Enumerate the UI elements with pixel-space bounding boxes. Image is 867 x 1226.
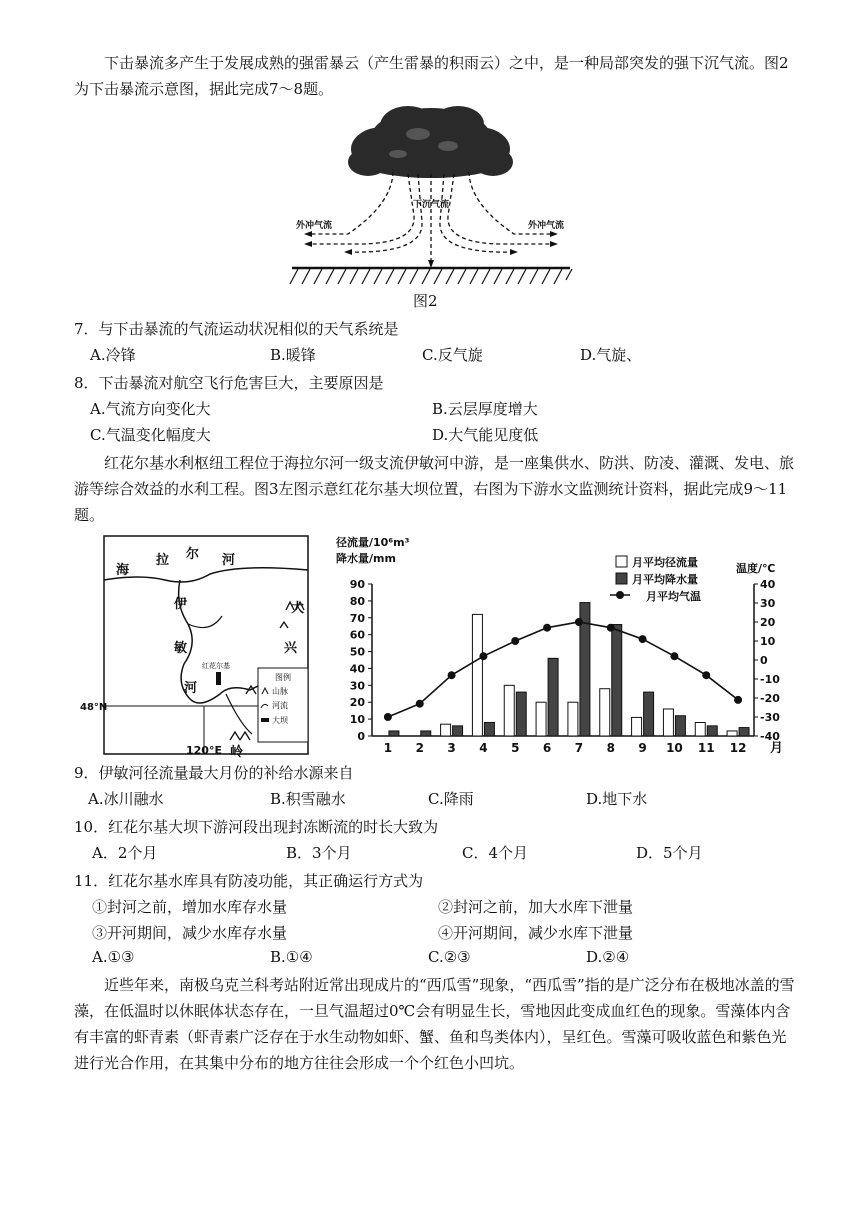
q8-option-a[interactable]: A.气流方向变化大: [90, 400, 211, 418]
right-tick-label: -10: [760, 673, 780, 686]
left-tick-label: 90: [349, 578, 365, 591]
right-tick-label: -30: [760, 711, 780, 724]
map-latitude: 48°N: [80, 702, 108, 713]
bar-precip: [675, 716, 685, 736]
x-tick-label: 8: [606, 741, 615, 755]
map-mountain-char4: 岭: [230, 745, 244, 760]
chart-ylabel-left-2: 降水量/mm: [336, 552, 396, 565]
legend-title: 图例: [275, 673, 291, 682]
bar-runoff: [600, 689, 610, 736]
legend-temp: 月平均气温: [646, 590, 701, 603]
question-9-stem: 9．伊敏河径流量最大月份的补给水源来自: [74, 764, 354, 782]
x-tick-label: 12: [729, 741, 747, 755]
temperature-point: [416, 700, 424, 708]
right-tick-label: 10: [760, 635, 776, 648]
temperature-point: [575, 618, 583, 626]
x-axis-unit: 月: [770, 741, 784, 756]
legend-mountain: 山脉: [272, 687, 288, 696]
left-tick-label: 10: [349, 713, 365, 727]
legend-runoff: 月平均径流量: [632, 556, 698, 569]
bar-precip: [612, 625, 622, 736]
left-tick-label: 70: [349, 611, 365, 625]
bar-runoff: [663, 709, 673, 736]
q11-option-d[interactable]: D.②④: [586, 948, 630, 966]
q11-item-1: ①封河之前，增加水库存水量: [92, 898, 288, 916]
legend-precip: 月平均降水量: [632, 573, 698, 586]
x-tick-label: 6: [542, 741, 552, 755]
q8-option-c[interactable]: C.气温变化幅度大: [90, 426, 211, 444]
bar-precip: [484, 722, 494, 736]
q10-option-c[interactable]: C．4个月: [462, 844, 529, 862]
dam-marker: [216, 672, 221, 685]
intro-paragraph-1: 下击暴流多产生于发展成熟的强雷暴云（产生雷暴的积雨云）之中，是一种局部突发的强下沉气流。图2为下击暴流示意图，据此完成7～8题。: [74, 54, 789, 98]
temperature-point: [734, 696, 742, 704]
left-tick-label: 0: [357, 730, 365, 743]
right-tick-label: 20: [760, 616, 776, 629]
q7-option-c[interactable]: C.反气旋: [422, 346, 483, 364]
right-tick-label: 40: [760, 578, 776, 591]
q9-option-a[interactable]: A.冰川融水: [88, 790, 164, 808]
right-tick-label: 0: [760, 654, 768, 667]
x-tick-label: 2: [415, 741, 424, 755]
map-mountain-char1: 大: [290, 601, 304, 616]
q11-option-c[interactable]: C.②③: [428, 948, 471, 966]
left-tick-label: 80: [349, 594, 365, 608]
map-river1-char1: 海: [116, 563, 130, 578]
chart-ylabel-right: 温度/℃: [736, 562, 776, 575]
x-tick-label: 7: [574, 741, 584, 755]
left-tick-label: 40: [349, 662, 365, 676]
intro-paragraph-2: 红花尔基水利枢纽工程位于海拉尔河一级支流伊敏河中游，是一座集供水、防洪、防凌、灌溉、发电、旅游等综合效益的水利工程。图3左图示意红花尔基大坝位置，右图为下游水文监测统计资料，据此完成9～11题。: [74, 454, 795, 524]
label-outflow-left: 外冲气流: [296, 221, 333, 231]
question-8-stem: 8．下击暴流对航空飞行危害巨大，主要原因是: [74, 374, 384, 392]
right-tick-label: -20: [760, 692, 780, 705]
map-river1-char4: 河: [222, 553, 236, 568]
figure-3-chart: [330, 532, 792, 762]
bar-precip: [516, 692, 526, 736]
bar-runoff: [504, 685, 514, 736]
q7-option-a[interactable]: A.冷锋: [90, 346, 136, 364]
q11-option-b[interactable]: B.①④: [270, 948, 313, 966]
x-tick-label: 1: [383, 741, 393, 755]
bar-precip: [453, 726, 463, 736]
map-longitude: 120°E: [186, 744, 222, 757]
q11-item-2: ②封河之前，加大水库下泄量: [438, 898, 634, 916]
temperature-point: [479, 652, 487, 660]
q8-option-b[interactable]: B.云层厚度增大: [432, 400, 538, 418]
map-river2-char3: 河: [184, 681, 198, 696]
bar-precip: [548, 658, 558, 736]
chart-ylabel-left-1: 径流量/10⁶m³: [336, 536, 410, 549]
question-11-stem: 11．红花尔基水库具有防凌功能，其正确运行方式为: [74, 872, 424, 890]
bar-runoff: [727, 731, 737, 736]
q11-item-3: ③开河期间，减少水库存水量: [92, 924, 288, 942]
bar-runoff: [472, 614, 482, 736]
q9-option-d[interactable]: D.地下水: [586, 790, 648, 808]
bar-precip: [389, 731, 399, 736]
q11-item-4: ④开河期间，减少水库下泄量: [438, 924, 634, 942]
temperature-line: [388, 622, 738, 717]
bar-runoff: [536, 702, 546, 736]
label-downdraft: 下沉气流: [412, 200, 450, 210]
q10-option-d[interactable]: D．5个月: [636, 844, 703, 862]
intro-paragraph-3: 近些年来，南极乌克兰科考站附近常出现成片的“西瓜雪”现象，“西瓜雪”指的是广泛分布在极地冰盖的雪藻，在低温时以休眠体状态存在，一旦气温超过0℃会有明显生长，雪地因此变成血红色的现象。雪藻体内含有丰富的虾青素（虾青素广泛存在于水生动物如虾、蟹、鱼和鸟类体内），呈红色。雪藻可吸收蓝色和紫色光进行光合作用，在其集中分布的地方往往会形成一个个红色小凹坑。: [74, 976, 795, 1072]
x-tick-label: 10: [666, 741, 683, 755]
figure-2-downburst-diagram: [288, 104, 574, 290]
temperature-point: [384, 713, 392, 721]
figure-2-caption: 图2: [413, 292, 438, 310]
map-dam-label: 红花尔基: [202, 662, 230, 670]
temperature-point: [702, 671, 710, 679]
bar-precip: [707, 726, 717, 736]
bar-runoff: [441, 724, 451, 736]
bar-runoff: [695, 722, 705, 736]
legend-dam: 大坝: [272, 716, 288, 725]
q9-option-b[interactable]: B.积雪融水: [270, 790, 346, 808]
x-tick-label: 5: [511, 741, 520, 755]
temperature-point: [670, 652, 678, 660]
map-river1-char3: 尔: [186, 547, 200, 562]
right-tick-label: -40: [760, 730, 780, 743]
question-7-stem: 7．与下击暴流的气流运动状况相似的天气系统是: [74, 320, 399, 338]
left-tick-label: 20: [349, 696, 365, 710]
q10-option-a[interactable]: A．2个月: [92, 844, 158, 862]
temperature-point: [639, 635, 647, 643]
map-river2-char1: 伊: [174, 597, 188, 612]
q10-option-b[interactable]: B．3个月: [286, 844, 352, 862]
x-tick-label: 4: [479, 741, 488, 755]
temperature-point: [607, 624, 615, 632]
x-tick-label: 3: [447, 741, 456, 755]
left-tick-label: 60: [349, 628, 365, 642]
bar-precip: [421, 731, 431, 736]
map-river2-char2: 敏: [174, 641, 188, 656]
q9-option-c[interactable]: C.降雨: [428, 790, 474, 808]
q8-option-d[interactable]: D.大气能见度低: [432, 426, 539, 444]
q7-option-b[interactable]: B.暖锋: [270, 346, 316, 364]
bar-runoff: [568, 702, 578, 736]
temperature-point: [543, 624, 551, 632]
x-tick-label: 11: [697, 741, 715, 755]
q7-option-d[interactable]: D.气旋、: [580, 346, 642, 364]
bar-precip: [739, 728, 749, 736]
left-tick-label: 50: [349, 645, 365, 659]
temperature-point: [448, 671, 456, 679]
q11-option-a[interactable]: A.①③: [92, 948, 135, 966]
temperature-point: [511, 637, 519, 645]
map-mountain-char2: 兴: [284, 641, 298, 656]
question-10-stem: 10．红花尔基大坝下游河段出现封冻断流的时长大致为: [74, 818, 439, 836]
map-river1-char2: 拉: [156, 553, 170, 568]
figure-3-map: [80, 534, 310, 760]
bar-runoff: [632, 717, 642, 736]
legend-river: 河流: [272, 701, 288, 710]
left-tick-label: 30: [349, 679, 365, 693]
bar-precip: [644, 692, 654, 736]
label-outflow-right: 外冲气流: [528, 221, 565, 231]
x-tick-label: 9: [638, 741, 647, 755]
right-tick-label: 30: [760, 597, 776, 610]
